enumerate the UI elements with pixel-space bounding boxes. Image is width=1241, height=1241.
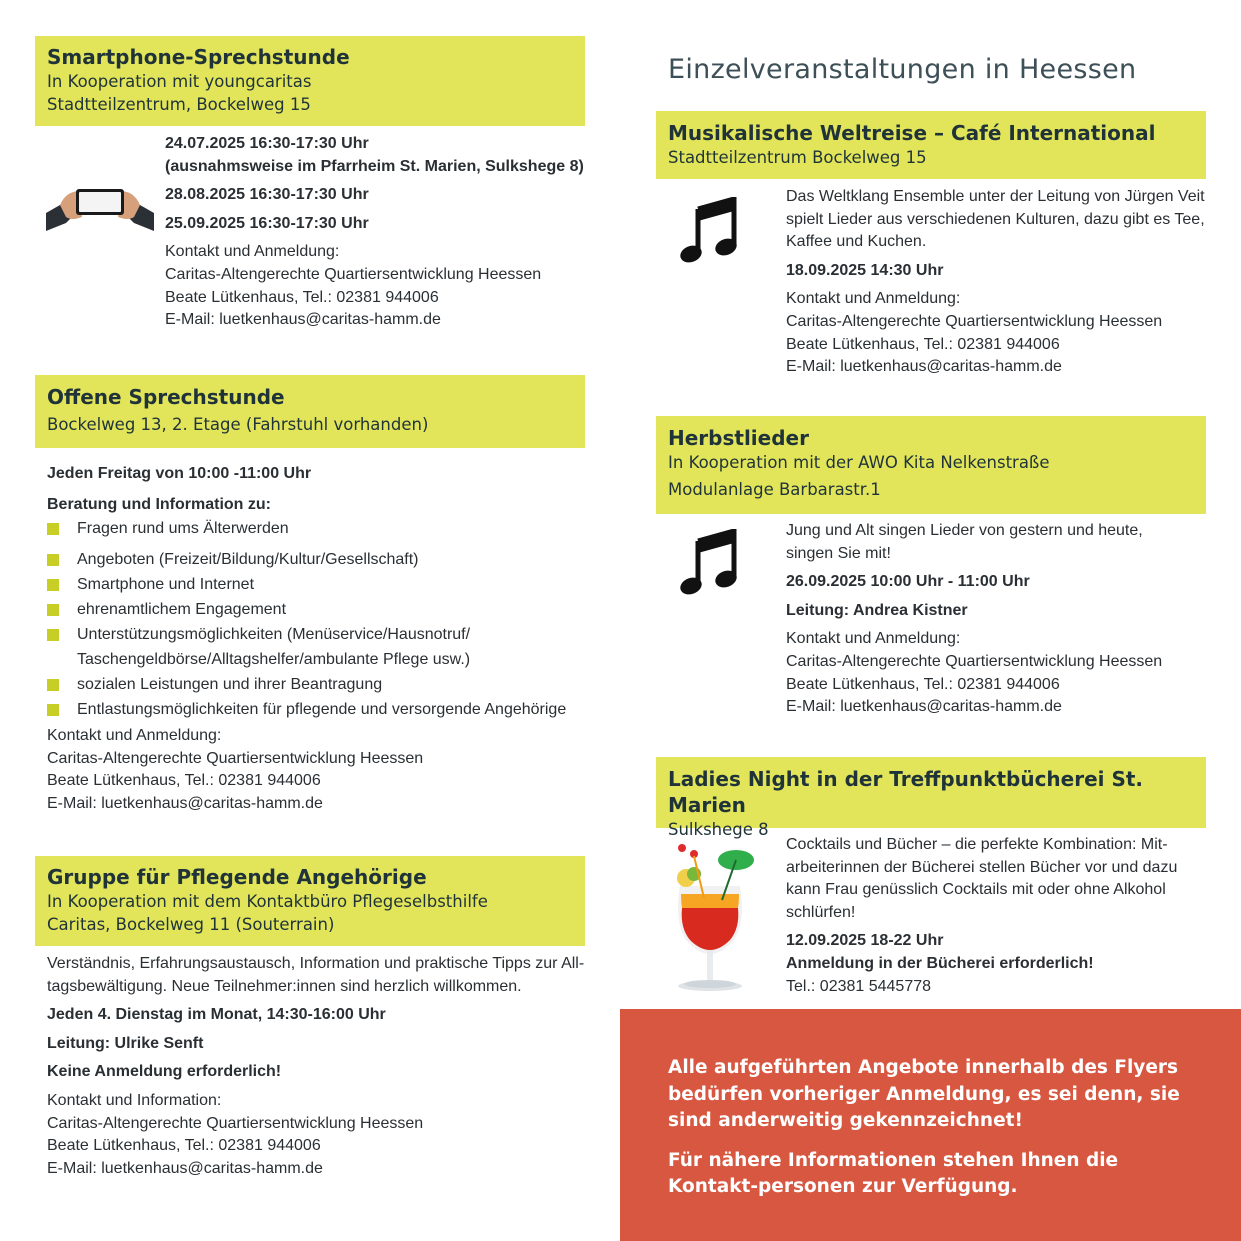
bullet-square-icon	[47, 604, 59, 616]
ladies-note: Anmeldung in der Bücherei erforderlich!	[786, 954, 1094, 972]
smartphone-subtitle-2: Stadtteilzentrum, Bockelweg 15	[47, 95, 311, 114]
herbst-title: Herbstlieder	[668, 426, 809, 450]
list-item: Entlastungsmöglichkeiten für pflegende und versorgende Angehörige	[47, 697, 587, 722]
gruppe-contact-label: Kontakt und Information:	[47, 1091, 222, 1109]
smartphone-header	[35, 36, 585, 126]
ladies-desc-4: schlürfen!	[786, 903, 856, 921]
smartphone-date-1-note: (ausnahmsweise im Pfarrheim St. Marien, Sulkshege 8)	[165, 157, 584, 175]
herbst-body	[786, 520, 1216, 719]
weltreise-title: Musikalische Weltreise – Café International	[668, 121, 1156, 145]
weltreise-subtitle-1: Stadtteilzentrum Bockelweg 15	[668, 148, 927, 167]
list-item: ehrenamtlichem Engagement	[47, 597, 587, 622]
ladies-desc-2: arbeiterinnen der Bücherei stellen Bücher vor und dazu	[786, 858, 1178, 876]
notice-paragraph-2: Für nähere Informationen stehen Ihnen die Kontakt-personen zur Verfügung.	[668, 1149, 1119, 1197]
herbst-contact-org: Caritas-Altengerechte Quartiersentwicklung Heessen	[786, 652, 1163, 670]
offen-title: Offene Sprechstunde	[47, 385, 285, 409]
offen-contact-email: E-Mail: luetkenhaus@caritas-hamm.de	[47, 794, 323, 812]
smartphone-contact-label: Kontakt und Anmeldung:	[165, 243, 340, 261]
weltreise-header	[656, 111, 1206, 179]
list-item: sozialen Leistungen und ihrer Beantragung	[47, 672, 587, 697]
music-note-icon	[680, 529, 738, 595]
smartphone-contact-org: Caritas-Altengerechte Quartiersentwicklung Heessen	[165, 265, 542, 283]
gruppe-header	[35, 856, 585, 946]
herbst-contact-email: E-Mail: luetkenhaus@caritas-hamm.de	[786, 698, 1062, 716]
ladies-header	[656, 757, 1206, 839]
gruppe-contact-phone: Beate Lütkenhaus, Tel.: 02381 944006	[47, 1137, 321, 1155]
weltreise-desc-2: spielt Lieder aus verschiedenen Kulturen, dazu gibt es Tee,	[786, 210, 1205, 228]
herbst-lead: Leitung: Andrea Kistner	[786, 601, 968, 619]
herbst-date: 26.09.2025 10:00 Uhr - 11:00 Uhr	[786, 573, 1030, 591]
weltreise-date: 18.09.2025 14:30 Uhr	[786, 261, 944, 279]
herbst-subtitle-1: In Kooperation mit der AWO Kita Nelkenstraße	[668, 453, 1050, 472]
smartphone-subtitle-1: In Kooperation mit youngcaritas	[47, 72, 312, 91]
offen-contact-org: Caritas-Altengerechte Quartiersentwicklung Heessen	[47, 749, 424, 767]
weltreise-contact-org: Caritas-Altengerechte Quartiersentwicklung Heessen	[786, 312, 1163, 330]
ladies-subtitle-1: Sulkshege 8	[668, 820, 769, 839]
weltreise-contact-email: E-Mail: luetkenhaus@caritas-hamm.de	[786, 358, 1062, 376]
offen-topics-heading: Beratung und Information zu:	[47, 495, 271, 513]
offen-contact-label: Kontakt und Anmeldung:	[47, 727, 222, 745]
bullet-square-icon	[47, 579, 59, 591]
offen-body	[47, 463, 587, 816]
gruppe-title: Gruppe für Pflegende Angehörige	[47, 865, 427, 889]
gruppe-desc-2: tagsbewältigung. Neue Teilnehmer:innen sind herzlich willkommen.	[47, 977, 522, 995]
list-item: Smartphone und Internet	[47, 572, 587, 597]
bullet-square-icon	[47, 554, 59, 566]
notice-paragraph-1: Alle aufgeführten Angebote innerhalb des Flyers bedürfen vorheriger Anmeldung, es sei denn, sie sind anderweitig gekennzeichnet!	[668, 1057, 1180, 1131]
music-note-icon	[680, 197, 738, 263]
bullet-square-icon	[47, 704, 59, 716]
ladies-date: 12.09.2025 18-22 Uhr	[786, 932, 944, 950]
bullet-square-icon	[47, 629, 59, 641]
smartphone-date-3: 25.09.2025 16:30-17:30 Uhr	[165, 214, 369, 232]
gruppe-contact-org: Caritas-Altengerechte Quartiersentwicklung Heessen	[47, 1114, 424, 1132]
cocktail-glass-icon	[664, 838, 756, 992]
bullet-square-icon	[47, 523, 59, 535]
bullet-square-icon	[47, 679, 59, 691]
gruppe-subtitle-2: Caritas, Bockelweg 11 (Souterrain)	[47, 915, 335, 934]
offen-when: Jeden Freitag von 10:00 -11:00 Uhr	[47, 465, 312, 482]
smartphone-date-1: 24.07.2025 16:30-17:30 Uhr	[165, 135, 369, 152]
ladies-title: Ladies Night in der Treffpunktbücherei St. Marien	[668, 767, 1144, 817]
section-title: Einzelveranstaltungen in Heessen	[668, 54, 1137, 85]
ladies-desc-3: kann Frau genüsslich Cocktails mit oder ohne Alkohol	[786, 881, 1166, 899]
smartphone-date-2: 28.08.2025 16:30-17:30 Uhr	[165, 186, 369, 204]
offen-topics-list	[47, 516, 587, 722]
ladies-body	[786, 834, 1216, 998]
gruppe-subtitle-1: In Kooperation mit dem Kontaktbüro Pflegeselbsthilfe	[47, 892, 488, 911]
ladies-tel: Tel.: 02381 5445778	[786, 977, 932, 995]
gruppe-note: Keine Anmeldung erforderlich!	[47, 1063, 282, 1081]
herbst-contact-label: Kontakt und Anmeldung:	[786, 630, 961, 648]
herbst-desc-1: Jung und Alt singen Lieder von gestern und heute,	[786, 522, 1143, 539]
weltreise-desc-3: Kaffee und Kuchen.	[786, 233, 927, 251]
smartphone-hands-icon	[46, 183, 154, 231]
herbst-subtitle-2: Modulanlage Barbarastr.1	[668, 480, 881, 499]
gruppe-body	[47, 953, 587, 1180]
herbst-header	[656, 416, 1206, 514]
offen-header	[35, 375, 585, 448]
smartphone-body	[165, 133, 585, 332]
weltreise-contact-phone: Beate Lütkenhaus, Tel.: 02381 944006	[786, 335, 1060, 353]
offen-contact-phone: Beate Lütkenhaus, Tel.: 02381 944006	[47, 772, 321, 790]
list-item: Unterstützungsmöglichkeiten (Menüservice/Hausnotruf/ Taschengeldbörse/Alltagshelfer/ambulante Pflege usw.)	[47, 622, 587, 672]
gruppe-desc-1: Verständnis, Erfahrungsaustausch, Information und praktische Tipps zur All-	[47, 955, 585, 972]
list-item: Fragen rund ums Älterwerden	[47, 516, 587, 541]
weltreise-contact-label: Kontakt und Anmeldung:	[786, 290, 961, 308]
smartphone-contact-phone: Beate Lütkenhaus, Tel.: 02381 944006	[165, 288, 439, 306]
smartphone-title: Smartphone-Sprechstunde	[47, 45, 350, 69]
registration-notice	[620, 1009, 1241, 1241]
weltreise-body	[786, 186, 1216, 379]
gruppe-lead: Leitung: Ulrike Senft	[47, 1034, 204, 1052]
ladies-desc-1: Cocktails und Bücher – die perfekte Kombination: Mit-	[786, 836, 1168, 853]
list-item: Angeboten (Freizeit/Bildung/Kultur/Gesellschaft)	[47, 547, 587, 572]
herbst-contact-phone: Beate Lütkenhaus, Tel.: 02381 944006	[786, 675, 1060, 693]
smartphone-contact-email: E-Mail: luetkenhaus@caritas-hamm.de	[165, 311, 441, 329]
weltreise-desc-1: Das Weltklang Ensemble unter der Leitung von Jürgen Veit	[786, 188, 1205, 205]
offen-subtitle-1: Bockelweg 13, 2. Etage (Fahrstuhl vorhanden)	[47, 415, 429, 434]
gruppe-when: Jeden 4. Dienstag im Monat, 14:30-16:00 Uhr	[47, 1006, 386, 1024]
herbst-desc-2: singen Sie mit!	[786, 544, 891, 562]
gruppe-contact-email: E-Mail: luetkenhaus@caritas-hamm.de	[47, 1159, 323, 1177]
